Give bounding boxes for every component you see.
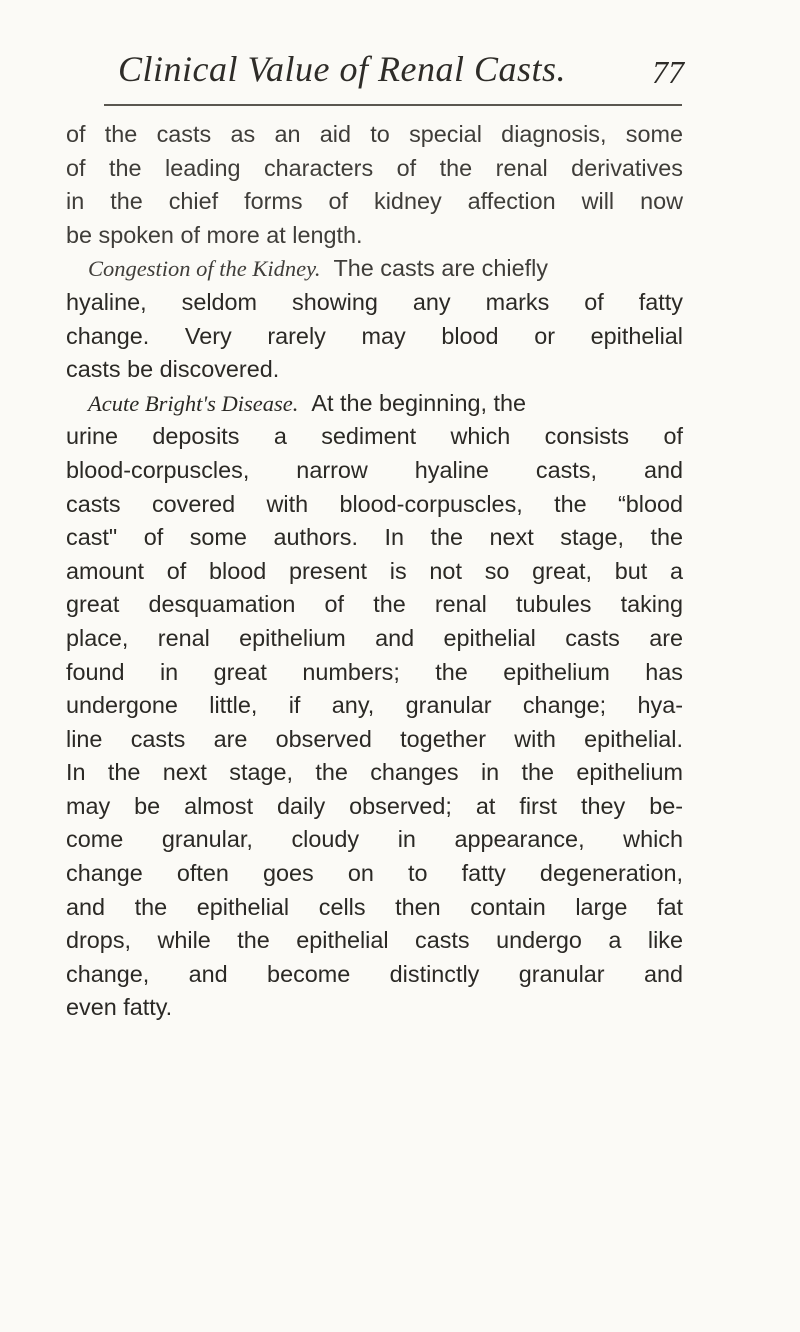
page-number: 77	[652, 54, 684, 90]
text-line: may be almost daily observed; at first they be-	[66, 792, 683, 819]
text-line: and the epithelial cells then contain large fat	[66, 893, 683, 920]
paragraph-lead-line	[66, 252, 683, 286]
text-line: be spoken of more at length.	[66, 221, 363, 248]
text-line: casts be discovered.	[66, 356, 280, 383]
text-line: hyaline, seldom showing any marks of fatty	[66, 288, 683, 315]
running-title: Clinical Value of Renal Casts.	[118, 49, 566, 89]
header-rule	[104, 104, 682, 106]
text-line: even fatty.	[66, 994, 173, 1021]
text-line: line casts are observed together with epithelial.	[66, 725, 683, 752]
text-line: great desquamation of the renal tubules taking	[66, 591, 683, 618]
text-line: amount of blood present is not so great, but a	[66, 557, 683, 584]
section-title-acute-brights: Acute Bright's Disease.	[88, 390, 299, 416]
text-line: undergone little, if any, granular change; hya-	[66, 692, 683, 719]
text-line: in the chief forms of kidney affection will now	[66, 188, 683, 215]
text-line: found in great numbers; the epithelium has	[66, 658, 683, 685]
text-line: of the casts as an aid to special diagnosis, some	[66, 121, 683, 147]
section-title-congestion: Congestion of the Kidney.	[88, 256, 321, 282]
text-line: place, renal epithelium and epithelial casts are	[66, 624, 683, 651]
text-line: come granular, cloudy in appearance, which	[66, 826, 683, 853]
paragraph-lead-line	[66, 387, 683, 421]
text-line: urine deposits a sediment which consists of	[66, 423, 683, 450]
text-line: change, and become distinctly granular and	[66, 960, 683, 987]
text-line: cast" of some authors. In the next stage, the	[66, 524, 683, 551]
text-run: At the beginning, the	[311, 389, 526, 416]
text-line: drops, while the epithelial casts undergo a like	[66, 927, 683, 954]
text-line: blood-corpuscles, narrow hyaline casts, and	[66, 456, 683, 483]
text-line: of the leading characters of the renal derivatives	[66, 154, 683, 181]
text-line: change. Very rarely may blood or epithelial	[66, 322, 683, 349]
text-run: The casts are chiefly	[333, 255, 548, 282]
text-line: In the next stage, the changes in the epithelium	[66, 759, 683, 786]
text-line: change often goes on to fatty degeneration,	[66, 860, 683, 887]
body-text	[66, 118, 683, 1025]
text-line: casts covered with blood-corpuscles, the “blood	[66, 490, 683, 517]
running-head	[100, 48, 710, 98]
